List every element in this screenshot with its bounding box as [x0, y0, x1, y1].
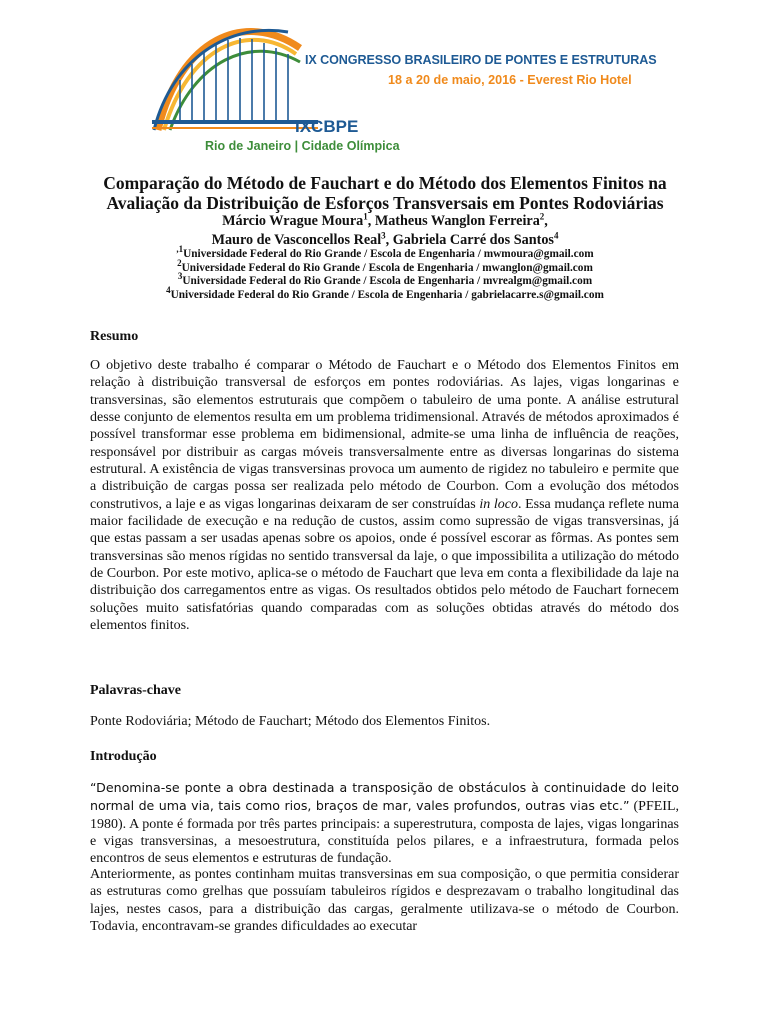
author-name: Mauro de Vasconcellos Real [211, 232, 382, 248]
affiliation-line [60, 244, 710, 262]
paper-title-line-1: Comparação do Método de Fauchart e do Método dos Elementos Finitos na [103, 173, 667, 193]
resumo-paragraph [90, 357, 679, 635]
introduction-quote: “Denomina-se ponte a obra destinada a transposição de obstáculos à continuidade do leito normal de uma via, tais como rios, braços de mar, vales profundos, outras vias etc.” [90, 780, 679, 814]
affiliation-text: Universidade Federal do Rio Grande / Escola de Engenharia / mwmoura@gmail.com [183, 248, 594, 260]
affiliation-sup: ,1 [176, 244, 184, 255]
affiliation-text: Universidade Federal do Rio Grande / Escola de Engenharia / mwanglon@gmail.com [181, 261, 593, 274]
resumo-text-part-1: O objetivo deste trabalho é comparar o Método de Fauchart e o Método dos Elementos Finitos em relação à distribuição transversal de esforços em pontes rodoviárias. As lajes, vigas longarinas e transversinas, são elementos estruturais que compõem o tabuleiro de uma ponte. A análise estrutural desse conjunto de elementos resulta em um problema tridimensional. Através de métodos aproximados é possível transformar esse problema em bidimensional, admite-se uma linha de influência de reações, responsável por distribuir as cargas móveis transversalmente entre as diversas longarinas do sistema estrutural. A existência de vigas transversinas provoca um aumento de rigidez no tabuleiro e permite que a distribuição de cargas possa ser realizada pelo método de Courbon. Com a evolução dos métodos construtivos, a laje e as vigas longarinas deixaram de ser construídas [90, 358, 679, 512]
author-sup: 2 [539, 211, 545, 222]
keywords-heading: Palavras-chave [90, 683, 181, 698]
author-name: Márcio Wrague Moura [222, 213, 364, 229]
conference-date: 18 a 20 de maio, 2016 - Everest Rio Hotel [388, 73, 632, 87]
affiliation-text: Universidade Federal do Rio Grande / Escola de Engenharia / gabrielacarre.s@gmail.com [170, 288, 604, 301]
paper-title-line-2: Avaliação da Distribuição de Esforços Transversais em Pontes Rodoviárias [106, 193, 664, 213]
introduction-text-1: (PFEIL, 1980). A ponte é formada por três partes principais: a superestrutura, composta de lajes, vigas longarinas e vigas transversinas, a mesoestrutura, constituída pelos pilares, e a infraestrutura, formada pelos encontros de seus elementos e estruturas de fundação. [90, 799, 679, 867]
author-sup: 3 [381, 230, 386, 241]
affiliation-line [60, 285, 710, 303]
affiliation-sup: 3 [177, 271, 183, 282]
affiliation-sup: 4 [166, 285, 171, 296]
author-sup: 1 [363, 211, 368, 222]
affiliation-line [60, 271, 710, 289]
author-list [60, 212, 710, 250]
conference-city-tagline: Rio de Janeiro | Cidade Olímpica [205, 139, 400, 153]
affiliation-sup: 2 [177, 257, 182, 268]
author-name: Gabriela Carré dos Santos [392, 232, 554, 248]
resumo-text-part-2: . Essa mudança reflete numa maior facilidade de execução e na redução de custos, assim como supressão de vigas transversinas, já que estas passam a ser usadas apenas sobre os apoios, onde é possível escorar as fôrmas. As pontes sem transversinas são menos rígidas no sentido transversal da laje, o que impossibilita a utilização do método de Courbon. Por este motivo, aplica-se o método de Fauchart que leva em conta a flexibilidade da laje na distribuição dos carregamentos entre as vigas. Os resultados obtidos pelo método de Fauchart fornecem soluções muito satisfatórias quando comparadas com as soluções obtidas através do método dos elementos finitos. [90, 496, 679, 634]
affiliation-line [60, 257, 710, 276]
introduction-heading: Introdução [90, 749, 157, 764]
conference-abbreviation: IXCBPE [295, 117, 359, 136]
keywords-text: Ponte Rodoviária; Método de Fauchart; Método dos Elementos Finitos. [90, 714, 491, 729]
affiliation-text: Universidade Federal do Rio Grande / Escola de Engenharia / mvrealgm@gmail.com [182, 275, 593, 288]
author-sup: 4 [553, 230, 559, 241]
affiliation-list [60, 244, 710, 302]
paper-title [60, 173, 710, 213]
introduction-paragraph-1 [90, 779, 679, 868]
resumo-heading: Resumo [90, 329, 139, 344]
conference-title: IX CONGRESSO BRASILEIRO DE PONTES E ESTRUTURAS [305, 53, 657, 67]
conference-banner [0, 0, 768, 160]
author-line-2: Mauro de Vasconcellos Real$^3$, Gabriela Carré dos Santos$^4$ [211, 230, 559, 248]
resumo-italic: in loco [479, 496, 518, 512]
author-line-1: Márcio Wrague Moura$^1$, Matheus Wanglon Ferreira$^2$, [222, 211, 548, 229]
author-name: Matheus Wanglon Ferreira [374, 213, 540, 229]
introduction-paragraph-2: Anteriormente, as pontes continham muitas transversinas em sua composição, o que permitia considerar as estruturas como grelhas que possuíam tabuleiros rígidos e desprezavam o trabalho longitudinal das lajes, nestes casos, para a distribuição das cargas, geralmente utilizava-se o método de Courbon. Todavia, encontravam-se grandes dificuldades ao executar [90, 867, 679, 935]
